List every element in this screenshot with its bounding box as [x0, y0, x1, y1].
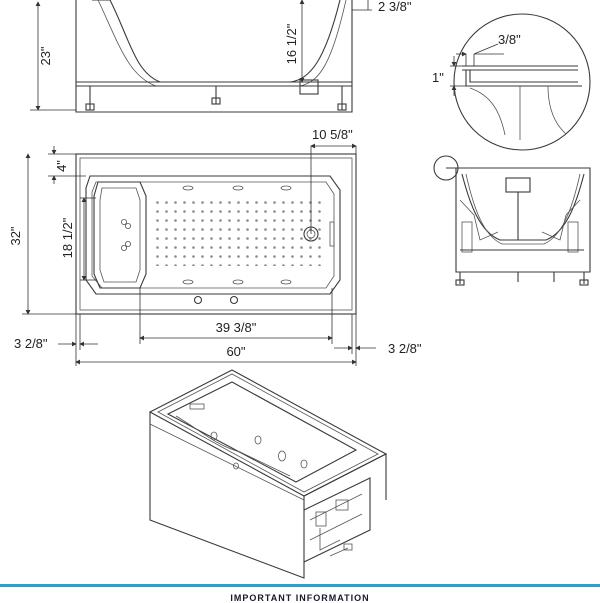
detail-lip-height-label: 1"	[432, 70, 444, 85]
top-inner-width-label: 18 1/2"	[60, 217, 75, 259]
top-inner-length-label: 39 3/8"	[215, 320, 257, 335]
top-right-margin-label: 3 2/8"	[388, 341, 422, 356]
side-inner-depth-label: 16 1/2"	[284, 23, 299, 65]
side-height-label: 23"	[38, 46, 53, 66]
side-rim-label: 2 3/8"	[378, 0, 412, 14]
isometric-view	[150, 370, 386, 578]
side-elevation-view	[30, 0, 412, 112]
top-drain-offset-label: 10 5/8"	[312, 127, 353, 142]
footer-banner	[0, 584, 600, 603]
top-plan-view	[8, 127, 422, 366]
end-section-view	[434, 156, 590, 285]
detail-lip-width-label: 3/8"	[498, 32, 521, 47]
top-length-label: 60"	[226, 344, 246, 359]
top-left-margin-label: 3 2/8"	[14, 336, 48, 351]
footer-title: IMPORTANT INFORMATION	[230, 593, 370, 603]
top-width-label: 32"	[8, 226, 23, 246]
rim-detail-view	[432, 14, 590, 150]
top-deck-label: 4"	[54, 160, 69, 172]
